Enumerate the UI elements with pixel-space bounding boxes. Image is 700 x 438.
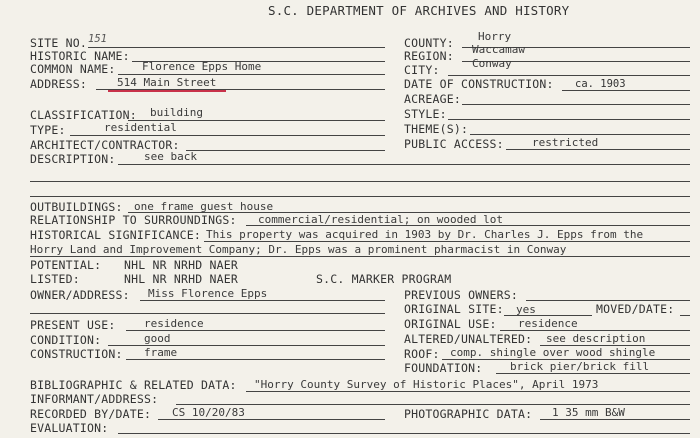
moved-date-line xyxy=(680,315,690,316)
condition-label: CONDITION: xyxy=(30,333,102,347)
present-use-line xyxy=(126,330,385,331)
foundation-line xyxy=(496,373,690,374)
construction-label: CONSTRUCTION: xyxy=(30,347,123,361)
photographic-value: 1 35 mm B&W xyxy=(552,406,625,419)
original-site-line xyxy=(504,315,592,316)
bibliographic-line xyxy=(246,391,690,392)
acreage-line xyxy=(462,104,690,105)
evaluation-label: EVALUATION: xyxy=(30,421,109,435)
listed-label: LISTED: xyxy=(30,272,80,286)
county-value: Horry xyxy=(478,30,512,43)
bibliographic-label: BIBLIOGRAPHIC & RELATED DATA: xyxy=(30,378,237,392)
public-access-label: PUBLIC ACCESS: xyxy=(404,137,504,151)
page-title: S.C. DEPARTMENT OF ARCHIVES AND HISTORY xyxy=(268,3,570,18)
roof-value: comp. shingle over wood shingle xyxy=(450,346,656,359)
style-line xyxy=(448,119,690,120)
site-no-value: 151 xyxy=(88,33,107,45)
present-use-label: PRESENT USE: xyxy=(30,318,116,332)
city-label: CITY: xyxy=(404,63,440,77)
condition-value: good xyxy=(144,332,171,345)
foundation-label: FOUNDATION: xyxy=(404,361,483,375)
county-label: COUNTY: xyxy=(404,36,454,50)
public-access-value: restricted xyxy=(532,136,599,149)
owner-label: OWNER/ADDRESS: xyxy=(30,288,130,302)
site-no-label: SITE NO. xyxy=(30,36,87,50)
relationship-label: RELATIONSHIP TO SURROUNDINGS: xyxy=(30,213,237,227)
informant-line xyxy=(176,404,690,405)
original-use-label: ORIGINAL USE: xyxy=(404,317,497,331)
outbuildings-label: OUTBUILDINGS: xyxy=(30,200,123,214)
construction-line xyxy=(126,359,385,360)
address-label: ADDRESS: xyxy=(30,77,87,91)
historical-significance-line-2 xyxy=(30,256,690,257)
city-line xyxy=(448,75,690,76)
marker-program-label: S.C. MARKER PROGRAM xyxy=(316,272,452,286)
original-use-line xyxy=(500,330,690,331)
historical-significance-label: HISTORICAL SIGNIFICANCE: xyxy=(30,228,201,242)
foundation-value: brick pier/brick fill xyxy=(510,360,650,373)
region-label: REGION: xyxy=(404,49,454,63)
type-value: residential xyxy=(104,121,177,134)
potential-label: POTENTIAL: xyxy=(30,258,102,272)
construction-value: frame xyxy=(144,346,178,359)
type-line xyxy=(70,135,385,136)
roof-label: ROOF: xyxy=(404,347,440,361)
themes-label: THEME(S): xyxy=(404,122,469,136)
acreage-label: ACREAGE: xyxy=(404,92,461,106)
moved-date-label: MOVED/DATE: xyxy=(596,302,675,316)
relationship-value: commercial/residential; on wooded lot xyxy=(258,213,504,226)
owner-line-2 xyxy=(30,313,385,314)
original-use-value: residence xyxy=(518,317,578,330)
previous-owners-line xyxy=(526,300,690,301)
description-value: see back xyxy=(144,150,197,163)
recorded-by-line xyxy=(158,419,385,420)
description-line-3 xyxy=(30,196,690,197)
historic-name-label: HISTORIC NAME: xyxy=(30,49,130,63)
photographic-line xyxy=(540,419,690,420)
photographic-label: PHOTOGRAPHIC DATA: xyxy=(404,407,533,421)
site-no-line xyxy=(88,47,385,48)
relationship-line xyxy=(246,225,690,226)
date-construction-line xyxy=(562,90,690,91)
common-name-label: COMMON NAME: xyxy=(30,62,116,76)
style-label: STYLE: xyxy=(404,107,447,121)
address-underline-mark xyxy=(108,90,226,92)
classification-value: building xyxy=(150,106,203,119)
date-construction-label: DATE OF CONSTRUCTION: xyxy=(404,77,554,91)
historical-significance-value-1: This property was acquired in 1903 by Dr. Charles J. Epps from the xyxy=(206,228,644,241)
common-name-line xyxy=(118,74,385,75)
type-label: TYPE: xyxy=(30,123,66,137)
region-value: Waccamaw xyxy=(472,43,525,56)
city-value: Conway xyxy=(472,57,512,70)
public-access-line xyxy=(506,149,690,150)
architect-label: ARCHITECT/CONTRACTOR: xyxy=(30,138,180,152)
original-site-value: yes xyxy=(516,303,536,316)
altered-label: ALTERED/UNALTERED: xyxy=(404,332,533,346)
potential-codes: NHL NR NRHD NAER xyxy=(124,258,238,272)
evaluation-line xyxy=(118,433,690,434)
description-line-2 xyxy=(30,181,690,182)
description-label: DESCRIPTION: xyxy=(30,152,116,166)
original-site-label: ORIGINAL SITE: xyxy=(404,302,504,316)
themes-line xyxy=(470,134,690,135)
previous-owners-label: PREVIOUS OWNERS: xyxy=(404,288,518,302)
historical-significance-line xyxy=(204,241,690,242)
owner-value: Miss Florence Epps xyxy=(148,287,268,300)
bibliographic-value: "Horry County Survey of Historic Places", April 1973 xyxy=(254,378,599,391)
address-value: 514 Main Street xyxy=(117,76,217,89)
present-use-value: residence xyxy=(144,317,204,330)
historical-significance-value-2: Horry Land and Improvement Company; Dr. Epps was a prominent pharmacist in Conway xyxy=(30,243,567,256)
recorded-by-label: RECORDED BY/DATE: xyxy=(30,407,152,421)
recorded-by-value: CS 10/20/83 xyxy=(172,406,245,419)
listed-codes: NHL NR NRHD NAER xyxy=(124,272,238,286)
owner-line xyxy=(140,300,385,301)
date-construction-value: ca. 1903 xyxy=(575,78,626,90)
architect-line xyxy=(186,150,385,151)
outbuildings-value: one frame guest house xyxy=(134,200,274,213)
informant-label: INFORMANT/ADDRESS: xyxy=(30,392,159,406)
description-line xyxy=(118,164,690,165)
altered-value: see description xyxy=(546,332,646,345)
classification-label: CLASSIFICATION: xyxy=(30,108,137,122)
common-name-value: Florence Epps Home xyxy=(142,60,262,73)
